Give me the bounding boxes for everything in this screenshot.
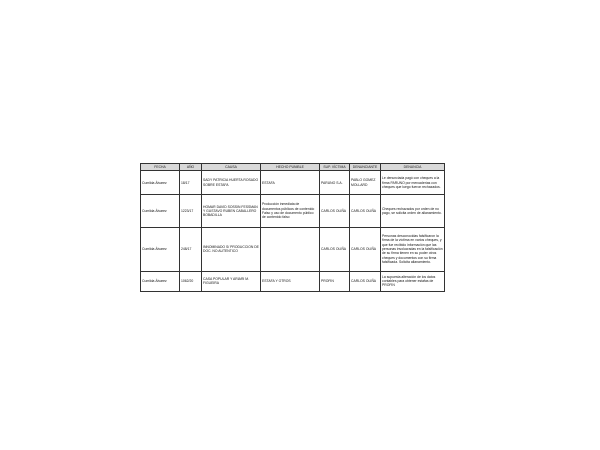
cell-ano: 1062/20: [180, 271, 202, 291]
cell-ano: 18/17: [180, 171, 202, 195]
cell-sup-victima: CARLOS OLIÑA: [320, 195, 350, 227]
header-denuncia: DENUNCIA: [381, 164, 445, 171]
cell-causa: HOMAR DAVID SOSSIN FESSMAN Y GUSTAVO RUBEN CABALLERO BOBADILLA: [202, 195, 261, 227]
header-denunciante: DENUNCIANTE: [350, 164, 381, 171]
cell-ano: 1223/17: [180, 195, 202, 227]
cell-ano: 248/17: [180, 227, 202, 271]
cell-fecha: Cumilda Álvarez: [141, 271, 180, 291]
cell-sup-victima: PARUNO S.A.: [320, 171, 350, 195]
cell-denuncia: Personas desconocidas falsificaron la firma de la víctima en varios cheques, y que fue recibido información que las personas involucradas en la falsificación de su firma tienen en su poder otros cheques y documentos con su firma falsificada. Solicita allanamiento.: [381, 227, 445, 271]
cell-denunciante: CARLOS OLIÑA: [350, 271, 381, 291]
cell-denunciante: PABLO GOMEZ MOLLARD: [350, 171, 381, 195]
cell-fecha: Cumilda Álvarez: [141, 171, 180, 195]
header-fecha: FECHA: [141, 164, 180, 171]
cell-causa: INNOMINADO S/ PRODUCCION DE DOC. NO AUTENTICO: [202, 227, 261, 271]
cell-denunciante: CARLOS OLIÑA: [350, 227, 381, 271]
cell-denunciante: CARLOS OLIÑA: [350, 195, 381, 227]
header-ano: AÑO: [180, 164, 202, 171]
cell-fecha: Cumilda Álvarez: [141, 227, 180, 271]
cell-hecho-punible: ESTAFA: [261, 171, 320, 195]
table-row: [141, 195, 445, 227]
table-row: [141, 271, 445, 291]
header-sup-victima: SUP. VÍCTIMA: [320, 164, 350, 171]
header-causa: CAUSA: [202, 164, 261, 171]
table-row: [141, 227, 445, 271]
header-hecho-punible: HECHO PUNIBLE: [261, 164, 320, 171]
cell-causa: SADY PATRICIA HUERTA ROSADO SOBRE ESTAFA: [202, 171, 261, 195]
cell-denuncia: Cheques rechazados por orden de no pago, se solicita orden de allanamiento.: [381, 195, 445, 227]
cell-hecho-punible: Producción inmediata de documentos públicos de contenido Falso y uso de documento público de contenido falso: [261, 195, 320, 227]
cell-fecha: Cumilda Álvarez: [141, 195, 180, 227]
cell-denuncia: La supuesta alteración de los datos contables para obtener estafas de PROFIN: [381, 271, 445, 291]
cell-denuncia: Le denunciada pagó con cheques a la firma PARUNO por mercaderías con cheques que luego fueron rechazados.: [381, 171, 445, 195]
cell-causa: CASA POPULAR Y ARIARI M. FIGUEIRA: [202, 271, 261, 291]
cases-table: [140, 163, 445, 292]
cell-hecho-punible: ESTAFA Y OTROS: [261, 271, 320, 291]
table-row: [141, 171, 445, 195]
cell-hecho-punible: [261, 227, 320, 271]
header-row: [141, 164, 445, 171]
cell-sup-victima: PROFIN: [320, 271, 350, 291]
cell-sup-victima: CARLOS OLIÑA: [320, 227, 350, 271]
